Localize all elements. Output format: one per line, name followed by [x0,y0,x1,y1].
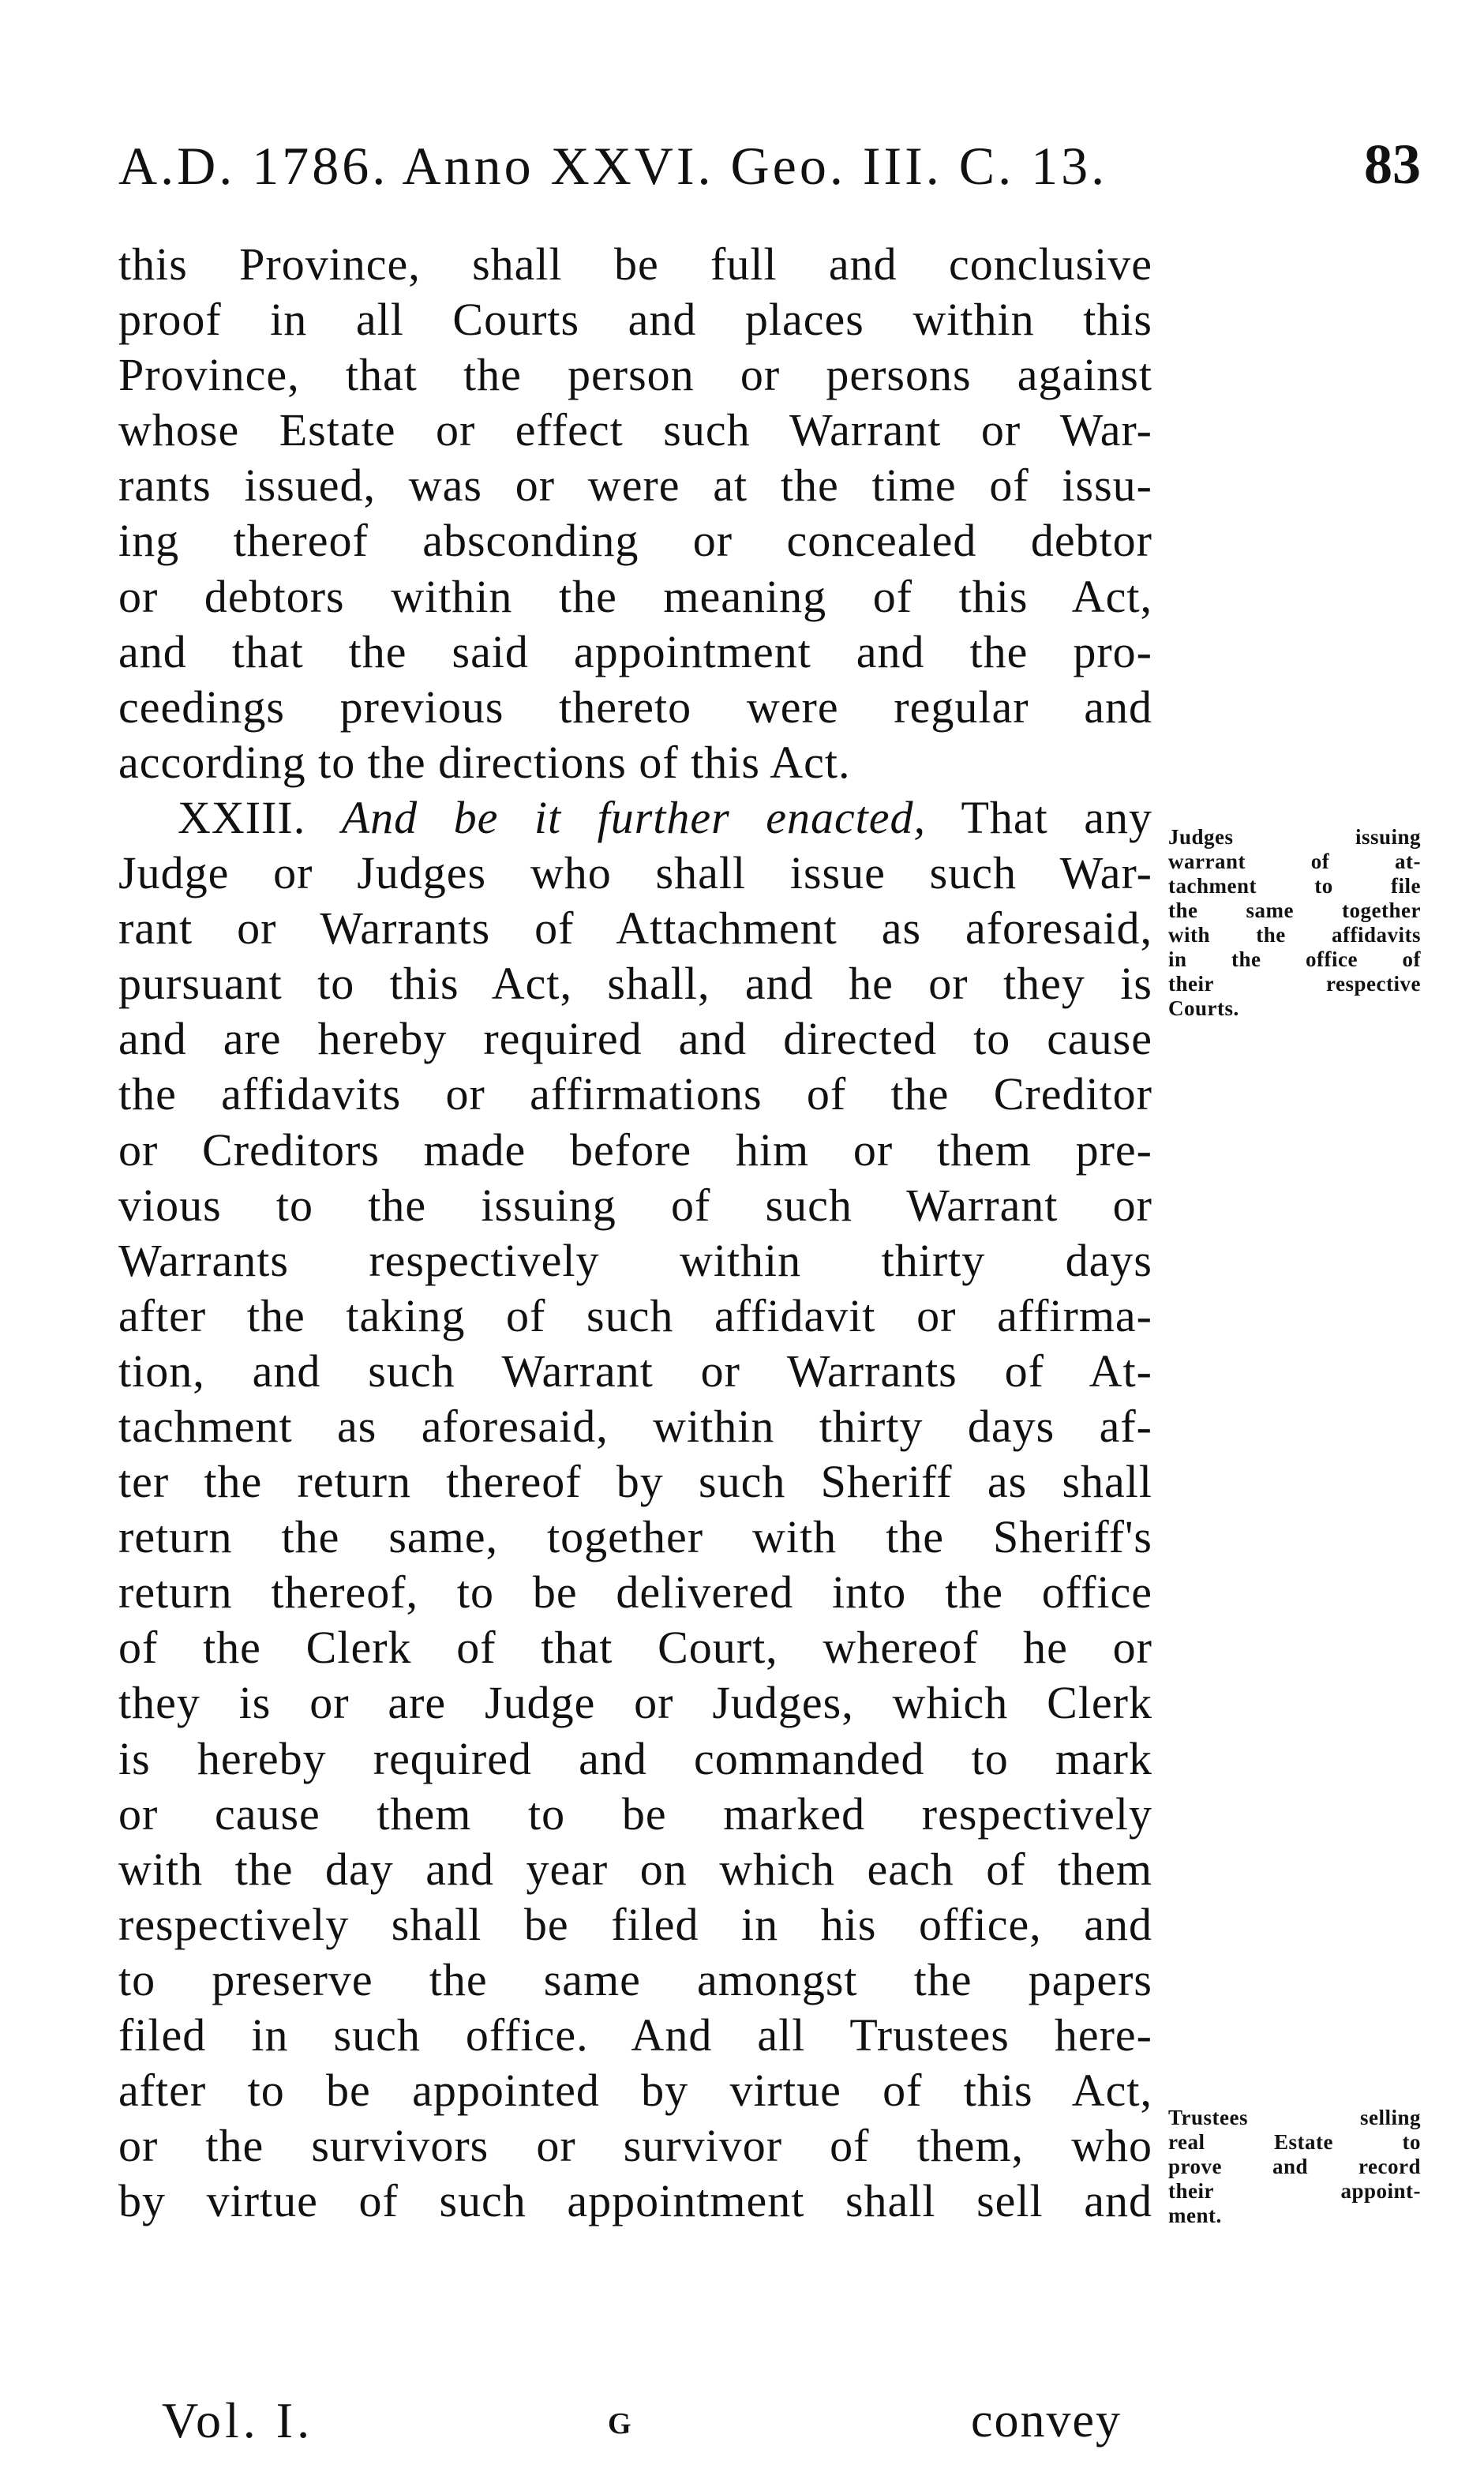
body-line: return thereof, to be delivered into the office [118,1566,1152,1619]
body-line: this Province, shall be full and conclusive [118,238,1152,290]
body-line: ing thereof absconding or concealed debtor [118,515,1152,567]
body-line: filed in such office. And all Trustees here- [118,2009,1152,2061]
catchword: convey [971,2394,1122,2448]
body-line: after to be appointed by virtue of this Act, [118,2065,1152,2117]
margin-note-line: in the office of [1168,947,1421,971]
signature-mark: G [608,2407,631,2440]
body-line: by virtue of such appointment shall sell and [118,2175,1152,2227]
body-line: proof in all Courts and places within this [118,294,1152,346]
body-line: and are hereby required and directed to cause [118,1013,1152,1065]
body-line: is hereby required and commanded to mark [118,1732,1152,1784]
body-text [118,237,1152,2229]
margin-note-line: with the affidavits [1168,923,1421,947]
body-line: respectively shall be filed in his office, and [118,1898,1152,1950]
body-line: with the day and year on which each of them [118,1843,1152,1895]
body-line: of the Clerk of that Court, whereof he or [118,1622,1152,1674]
body-line: or cause them to be marked respectively [118,1787,1152,1840]
volume-label: Vol. I. [162,2392,314,2448]
page-number: 83 [1364,133,1421,196]
body-line: or Creditors made before him or them pre- [118,1123,1152,1176]
section-xxiii-line [118,790,1152,846]
body-line: the affidavits or affirmations of the Creditor [118,1068,1152,1120]
body-line: pursuant to this Act, shall, and he or they is [118,958,1152,1010]
body-line: after the taking of such affidavit or affirma- [118,1289,1152,1341]
margin-note-line: ment. [1168,2204,1222,2227]
margin-note-line: real Estate to [1168,2130,1421,2154]
body-line: tion, and such Warrant or Warrants of At- [118,1345,1152,1397]
section-number: XXIII. [178,791,306,843]
margin-note-line: Courts. [1168,996,1239,1020]
body-line: vious to the issuing of such Warrant or [118,1179,1152,1231]
body-line: tachment as aforesaid, within thirty days af- [118,1400,1152,1452]
margin-note-line: their appoint- [1168,2179,1421,2203]
body-line: Judge or Judges who shall issue such War- [118,847,1152,899]
body-line: whose Estate or effect such Warrant or War- [118,404,1152,456]
margin-note-line: the same together [1168,898,1421,922]
margin-note-line: warrant of at- [1168,850,1421,873]
section-line-rest: That any [961,791,1153,843]
margin-note-line: Trustees selling [1168,2106,1421,2129]
body-line: or debtors within the meaning of this Act, [118,570,1152,622]
margin-note-trustees [1168,2106,1421,2228]
margin-note-line: tachment to file [1168,874,1421,898]
body-line: return the same, together with the Sheriff's [118,1511,1152,1563]
body-line: rant or Warrants of Attachment as aforesaid, [118,902,1152,955]
body-line: ter the return thereof by such Sheriff as shall [118,1456,1152,1508]
body-line: ceedings previous thereto were regular and [118,681,1152,733]
margin-note-judges [1168,825,1421,1021]
margin-note-line: prove and record [1168,2155,1421,2178]
enacting-phrase: And be it further enacted, [341,791,927,843]
body-line: and that the said appointment and the pro- [118,625,1152,677]
body-line: or the survivors or survivor of them, who [118,2120,1152,2172]
margin-note-line: Judges issuing [1168,825,1421,849]
body-line: to preserve the same amongst the papers [118,1953,1152,2005]
running-head: A.D. 1786. Anno XXVI. Geo. III. C. 13. [118,136,1108,196]
body-line: rants issued, was or were at the time of issu- [118,460,1152,512]
body-line: they is or are Judge or Judges, which Clerk [118,1677,1152,1729]
body-line: according to the directions of this Act. [118,736,851,788]
body-line: Province, that the person or persons against [118,349,1152,401]
margin-note-line: their respective [1168,972,1421,996]
body-line: Warrants respectively within thirty days [118,1234,1152,1286]
